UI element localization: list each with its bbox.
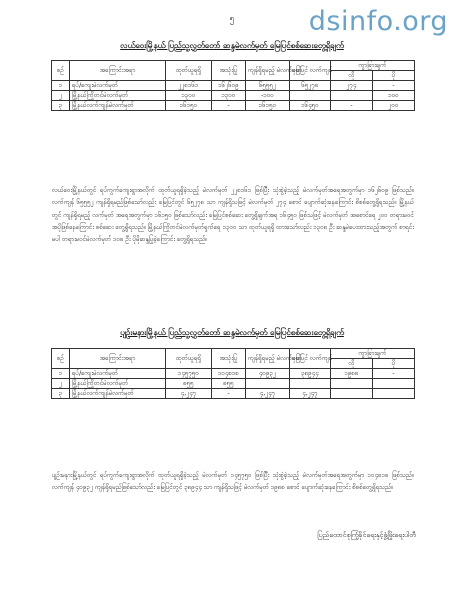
signature: ပြည်ထောင်စုကြံ့ခိုင်ရေးနှင့်ဖွံ့ဖြိုးရေးပါတီ [317,531,416,539]
table-row [52,379,415,389]
cell-less: ၁၉၈၈ [331,369,373,379]
header-less: လို [331,359,373,369]
header-field: မြေပြင် လက်ကျန် [290,61,331,81]
cell-item: ရပ်/ကျေးမဲလက်မှတ် [70,81,166,91]
cell-field: ၄,၂၄၇ [290,389,331,399]
header-printed: ထုတ်ယူရရှိ [166,349,212,369]
page-number: ၅ [229,14,235,24]
header-item: အကြောင်းအရာ [70,349,166,369]
header-remain: ကျန်ရှိရမည့် မဲလက်မှတ် [246,61,290,81]
cell-item: မြို့နယ်ကြိုတင်မဲလက်မှတ် [70,379,166,389]
cell-used: ၁၀၄၈၁၈ [212,369,246,379]
section1-title: လယ်ဝေးမြို့နယ် ပြည်သူ့လွှတ်တော် ဆန္ဒမဲလက်မှတ် မြေပြင်စစ်ဆေးတွေ့ရှိချက် [120,41,344,50]
header-used: အသုံးပြု [212,349,246,369]
cell-more [373,379,415,389]
cell-field: ၃၈၉၄၄ [290,369,331,379]
cell-less: ၂၇၄ [331,81,373,91]
cell-more [373,389,415,399]
cell-less [331,379,373,389]
cell-printed: ၁၃၀၀ [166,91,212,101]
watermark: dsinfo.org [308,6,448,37]
header-used: အသုံးပြု [212,61,246,81]
header-more: ပို [373,359,415,369]
header-field: မြေပြင် လက်ကျန် [290,349,331,369]
header-less: လို [331,71,373,81]
cell-remain [246,379,290,389]
table-header-row [52,349,415,359]
section2-title: ပျဉ်းမနားမြို့နယ် ပြည်သူ့လွှတ်တော် ဆန္ဒမဲလက်မှတ် မြေပြင်စစ်ဆေးတွေ့ရှိချက် [120,328,344,337]
header-diff: ကွာခြားချက် [331,61,415,71]
cell-more: ၁၀၀ [373,91,415,101]
cell-field [290,379,331,389]
cell-no: ၁ [52,369,70,379]
table-row [52,389,415,399]
header-no: စဉ် [52,349,70,369]
table-row [52,91,415,101]
header-diff: ကွာခြားချက် [331,349,415,359]
cell-used: - [212,389,246,399]
header-printed: ထုတ်ယူရရှိ [166,61,212,81]
cell-printed: ၁၄၅၇၅၀ [166,369,212,379]
section2-paragraph: ပျဉ်းမနားမြို့နယ်တွင် ရပ်ကွက်ကျေးရွာအလိုက် ထုတ်ယူရရှိခဲ့သည့် မဲလက်မှတ် ၁၄၅၇၅၀ ဖြစ်ပြီး သုံးစွဲခဲ့သည့် မဲလက်မှတ်အရေအတွက်မှာ ၁၀၄၈၁၈ ဖြစ်သည်။ လက်ကျန် ၄၀၉၃၂ ကျန်ရှိရမည်ဖြစ်သော်လည်း မြေပြင်တွင် ၃၈၉၄၄ သာ ကျန်ရှိသဖြင့် မဲလက်မှတ် ၁၉၈၈ စောင် ပျောက်ဆုံးနေကြောင်း စိစစ်တွေ့ရှိရသည်။ [52,472,414,492]
cell-less [331,91,373,101]
table-row [52,369,415,379]
cell-more: - [373,81,415,91]
cell-less [331,389,373,399]
cell-field: ၁၆၄၅၀ [290,101,331,111]
cell-remain: ၆၅၅၅၂ [246,81,290,91]
cell-remain: ၁၆၁၅၀ [246,101,290,111]
cell-printed: ၈၅၅ [166,379,212,389]
cell-no: ၃ [52,389,70,399]
cell-printed: ၂၂၈၁၆၁ [166,81,212,91]
cell-field [290,91,331,101]
cell-remain: -၁၀၀ [246,91,290,101]
cell-used: ၈၅၅ [212,379,246,389]
cell-item: မြို့နယ်လက်ကျန်မဲလက်မှတ် [70,101,166,111]
header-remain: ကျန်ရှိရမည့် မဲလက်မှတ် [246,349,290,369]
cell-printed: ၄,၂၄၇ [166,389,212,399]
section1-paragraph: လယ်ဝေးမြို့နယ်တွင် ရပ်ကွက်ကျေးရွာအလိုက် ထုတ်ယူရရှိခဲ့သည့် မဲလက်မှတ် ၂၂၈၁၆၁ ဖြစ်ပြီး သုံးစွဲခဲ့သည့် မဲလက်မှတ်အရေအတွက်မှာ ၁၆၂၆၀၉ ဖြစ်သည်။ လက်ကျန် ၆၅၅၅၂ ကျန်ရှိရမည်ဖြစ်သော်လည်း မြေပြင်တွင် ၆၅၂၇၈ သာ ကျန်ရှိသဖြင့် မဲလက်မှတ် ၂၇၄ စောင် ပျောက်ဆုံးနေကြောင်း စိစစ်တွေ့ရှိရသည်။ မြို့နယ်တွင် ကျန်ရှိရမည့် လက်မှတ် အရေအတွက်မှာ ၁၆၁၅၀ ဖြစ်သော်လည်း မြေပြင်စစ်ဆေး တွေ့ရှိချက်အရ ၁၆၄၅၀ ဖြစ်သဖြင့် မဲလက်မှတ် အစောင်ရေ ၂၀၀ တရားမဝင် အပိုဖြစ်နေကြောင်း စစ်ဆေး တွေ့ရှိရသည်။ မြို့နယ်ကြိုတင်မဲလက်မှတ်ရှက်ရေ ၁၃၀၀ သာ ထုတ်ယူရရှိ ထားသော်လည်း ၁၃၀၈ ဦး ဆန္ဒမဲပေးထားသည့်အတွက် စာရင်းမပါ တရားမဝင်မဲလက်မှတ် ၁၀၈ ဦး ပိုမိုဆန္ဒပြုခဲ့ကြောင်း တွေ့ရှိရသည်။ [52,187,414,244]
cell-more: ၂၀၀ [373,101,415,111]
cell-no: ၁ [52,81,70,91]
cell-field: ၆၅၂၇၈ [290,81,331,91]
cell-item: ရပ်/ကျေးမဲလက်မှတ် [70,369,166,379]
section1-table [51,60,415,111]
header-item: အကြောင်းအရာ [70,61,166,81]
cell-more: - [373,369,415,379]
cell-used: ၁၃၀၀ [212,91,246,101]
table-row [52,81,415,91]
cell-no: ၂ [52,379,70,389]
table-header-row [52,61,415,71]
section2-table [51,348,415,399]
cell-no: ၃ [52,101,70,111]
cell-item: မြို့နယ်လက်ကျန်မဲလက်မှတ် [70,389,166,399]
cell-used: ၁၆၂၆၀၉ [212,81,246,91]
header-no: စဉ် [52,61,70,81]
cell-printed: ၁၆၁၅၀ [166,101,212,111]
cell-no: ၂ [52,91,70,101]
cell-used: - [212,101,246,111]
header-more: ပို [373,71,415,81]
cell-less: - [331,101,373,111]
table-row [52,101,415,111]
cell-remain: ၄၀၉၃၂ [246,369,290,379]
cell-remain: ၄,၂၄၇ [246,389,290,399]
cell-item: မြို့နယ်ကြိုတင်မဲလက်မှတ် [70,91,166,101]
